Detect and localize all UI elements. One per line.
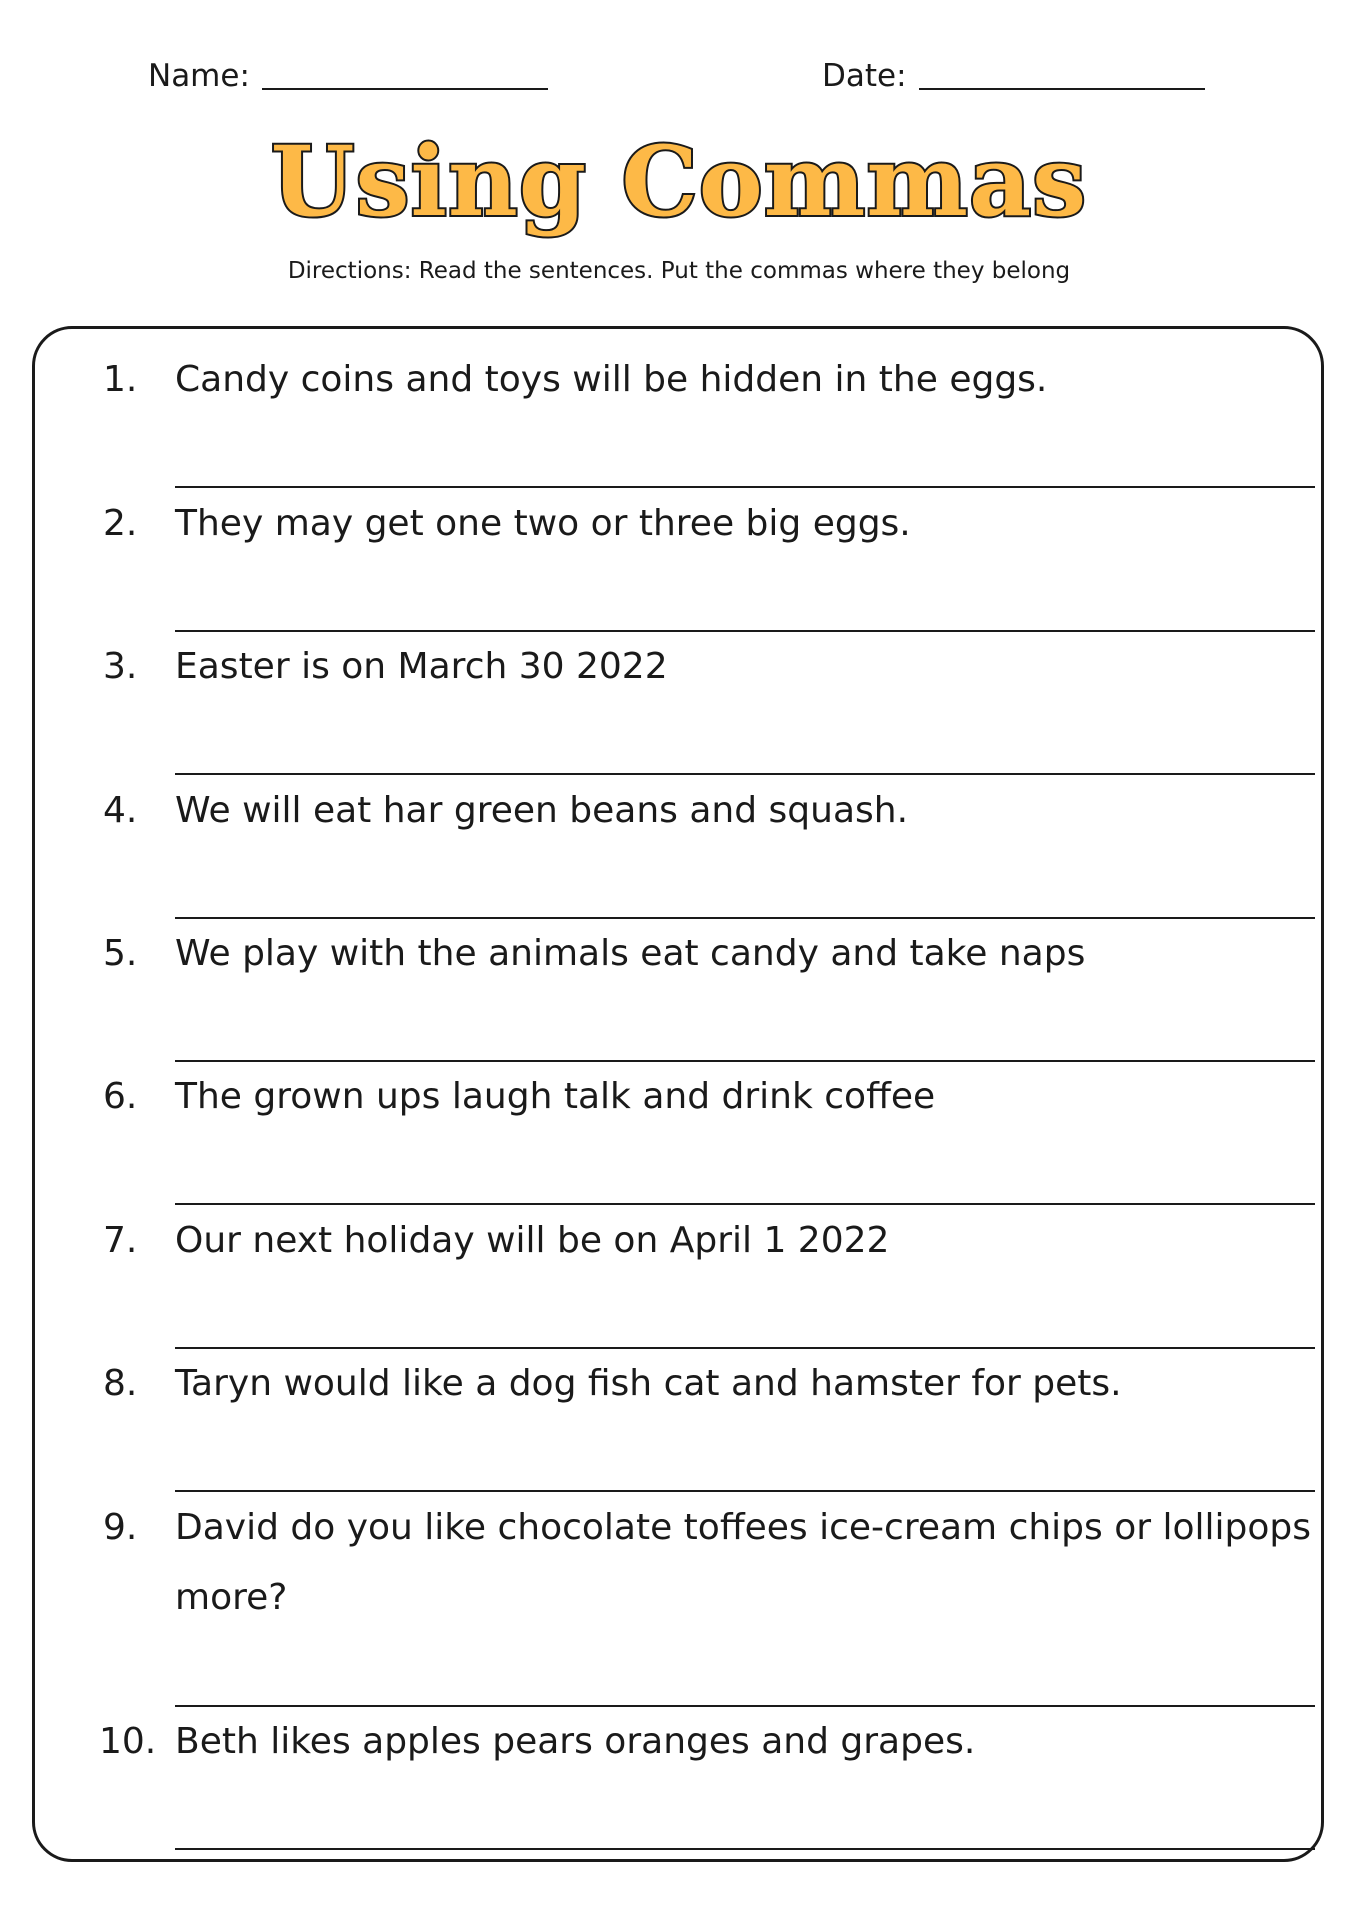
item-number: 6.	[103, 1076, 138, 1117]
answer-line[interactable]	[175, 1848, 1315, 1850]
item-number: 7.	[103, 1220, 138, 1261]
name-field[interactable]	[148, 56, 548, 96]
item-sentence: We will eat har green beans and squash.	[175, 790, 909, 831]
item-sentence: David do you like chocolate toffees ice-cream chips or lollipops more?	[175, 1507, 1312, 1618]
item-sentence: Beth likes apples pears oranges and grapes.	[175, 1721, 976, 1762]
item-sentence: Taryn would like a dog fish cat and hamster for pets.	[175, 1363, 1122, 1404]
date-blank-line[interactable]	[919, 88, 1205, 90]
item-number: 2.	[103, 503, 138, 544]
item-number: 10.	[99, 1721, 157, 1762]
date-field[interactable]	[822, 56, 1205, 96]
exercise-box	[32, 326, 1324, 1862]
name-label: Name:	[148, 58, 250, 94]
answer-line[interactable]	[175, 486, 1315, 488]
item-sentence: They may get one two or three big eggs.	[175, 503, 911, 544]
directions-text: Directions: Read the sentences. Put the commas where they belong	[287, 258, 1071, 284]
answer-line[interactable]	[175, 1203, 1315, 1205]
answer-line[interactable]	[175, 1490, 1315, 1492]
item-number: 3.	[103, 646, 138, 687]
item-sentence: We play with the animals eat candy and take naps	[175, 933, 1086, 974]
header-row	[0, 56, 1358, 106]
item-number: 9.	[103, 1507, 138, 1548]
item-sentence: The grown ups laugh talk and drink coffee	[175, 1076, 936, 1117]
item-number: 4.	[103, 790, 138, 831]
item-number: 1.	[103, 359, 138, 400]
item-sentence: Candy coins and toys will be hidden in the eggs.	[175, 359, 1048, 400]
item-number: 5.	[103, 933, 138, 974]
date-label: Date:	[822, 58, 907, 94]
name-blank-line[interactable]	[262, 88, 548, 90]
item-sentence: Easter is on March 30 2022	[175, 646, 668, 687]
item-number: 8.	[103, 1363, 138, 1404]
item-sentence: Our next holiday will be on April 1 2022	[175, 1220, 890, 1261]
page-title: Using Commas	[270, 125, 1088, 238]
answer-line[interactable]	[175, 773, 1315, 775]
